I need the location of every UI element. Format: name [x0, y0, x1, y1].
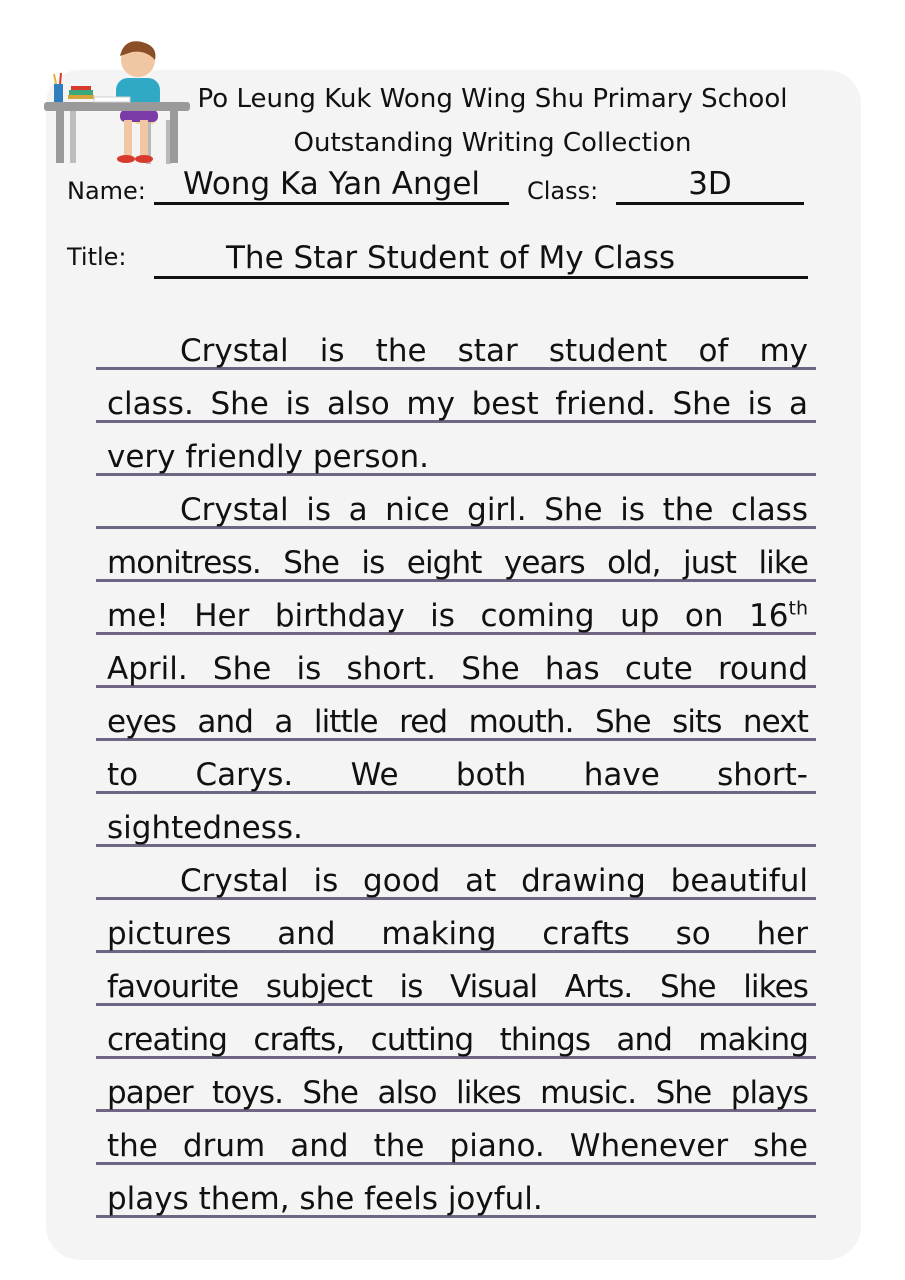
student-name: Wong Ka Yan Angel [154, 166, 509, 205]
essay-line: pictures and making crafts so her [96, 900, 816, 953]
essay-line: the drum and the piano. Whenever she [96, 1112, 816, 1165]
essay-line: favourite subject is Visual Arts. She likes [96, 953, 816, 1006]
ordinal-suffix: th [788, 597, 808, 620]
essay-line: to Carys. We both have short- [96, 741, 816, 794]
essay-line: eyes and a little red mouth. She sits next [96, 688, 816, 741]
title-label: Title: [67, 243, 127, 271]
class-label: Class: [527, 177, 599, 205]
essay-line: April. She is short. She has cute round [96, 635, 816, 688]
essay-line [96, 582, 816, 635]
essay-line: sightedness. [96, 794, 816, 847]
collection-title: Outstanding Writing Collection [293, 128, 692, 158]
school-name: Po Leung Kuk Wong Wing Shu Primary School [197, 84, 788, 114]
essay-line: very friendly person. [96, 423, 816, 476]
class-value: 3D [616, 166, 804, 205]
essay-title: The Star Student of My Class [154, 240, 808, 279]
essay-line: paper toys. She also likes music. She plays [96, 1059, 816, 1112]
essay-line: monitress. She is eight years old, just like [96, 529, 816, 582]
essay-line: Crystal is good at drawing beautiful [96, 847, 816, 900]
essay-body [96, 317, 816, 1218]
birthday-line-text: me! Her birthday is coming up on 16 [107, 598, 789, 634]
essay-line: creating crafts, cutting things and making [96, 1006, 816, 1059]
name-label: Name: [67, 177, 146, 205]
essay-line: plays them, she feels joyful. [96, 1165, 816, 1218]
essay-line: Crystal is the star student of my [96, 317, 816, 370]
essay-line: Crystal is a nice girl. She is the class [96, 476, 816, 529]
essay-line: class. She is also my best friend. She is a [96, 370, 816, 423]
student-at-desk-icon [42, 40, 192, 166]
